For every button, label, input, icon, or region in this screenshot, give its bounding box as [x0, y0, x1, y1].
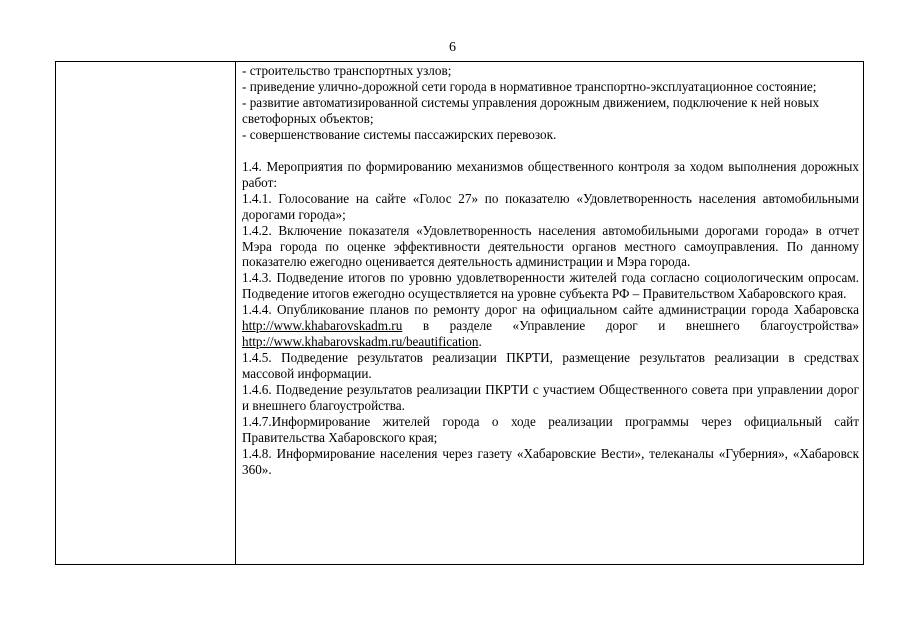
section-heading-1-4: 1.4. Мероприятия по формированию механизмов общественного контроля за ходом выполнения дорожных работ: — [242, 158, 859, 190]
khabarovskadm-link[interactable]: http://www.khabarovskadm.ru — [242, 318, 403, 334]
table-right-cell — [237, 62, 863, 564]
bullet-item: - строительство транспортных узлов; — [242, 63, 452, 78]
page-number: 6 — [449, 40, 456, 55]
item-1-4-7: 1.4.7.Информирование жителей города о ходе реализации программы через официальный сайт Правительства Хабаровского края; — [242, 414, 859, 445]
beautification-link[interactable]: http://www.khabarovskadm.ru/beautification — [242, 334, 479, 350]
item-1-4-4-text: . — [478, 334, 482, 350]
item-1-4-4-text: в разделе «Управление дорог и внешнего благоустройства» — [402, 318, 859, 334]
bullet-item: - приведение улично-дорожной сети города в нормативное транспортно-эксплуатационное состояние; — [242, 78, 817, 94]
table-left-cell — [56, 62, 236, 564]
bullet-item: - совершенствование системы пассажирских перевозок. — [242, 126, 557, 142]
paragraph-gap — [242, 143, 859, 159]
item-1-4-5: 1.4.5. Подведение результатов реализации ПКРТИ, размещение результатов реализации в средствах массовой информации. — [242, 350, 859, 382]
document-table — [55, 61, 864, 565]
item-1-4-2: 1.4.2. Включение показателя «Удовлетворенность населения автомобильными дорогами города» в отчет Мэра города по оценке эффективности деятельности органов местного самоуправления. По данному показателю ежегодно оценивается деятельность администрации и Мэра города. — [242, 222, 859, 270]
bullet-item: - развитие автоматизированной системы управления дорожным движением, подключение к ней новых светофорных объектов; — [242, 94, 820, 126]
item-1-4-1: 1.4.1. Голосование на сайте «Голос 27» по показателю «Удовлетворенность населения автомобильными дорогами города»; — [242, 190, 859, 222]
item-1-4-3: 1.4.3. Подведение итогов по уровню удовлетворенности жителей года согласно социологическим опросам. Подведение итогов ежегодно осуществляется на уровне субъекта РФ – Правительством Хабаровского края. — [242, 270, 859, 302]
item-1-4-8: 1.4.8. Информирование населения через газету «Хабаровские Вести», телеканалы «Губерния», «Хабаровск 360». — [242, 445, 859, 477]
item-1-4-4-text: 1.4.4. Опубликование планов по ремонту дорог на официальном сайте администрации города Хабаровска — [242, 302, 859, 318]
item-1-4-4 — [242, 302, 859, 350]
item-1-4-6: 1.4.6. Подведение результатов реализации ПКРТИ с участием Общественного совета при управлении дорог и внешнего благоустройства. — [242, 382, 859, 414]
